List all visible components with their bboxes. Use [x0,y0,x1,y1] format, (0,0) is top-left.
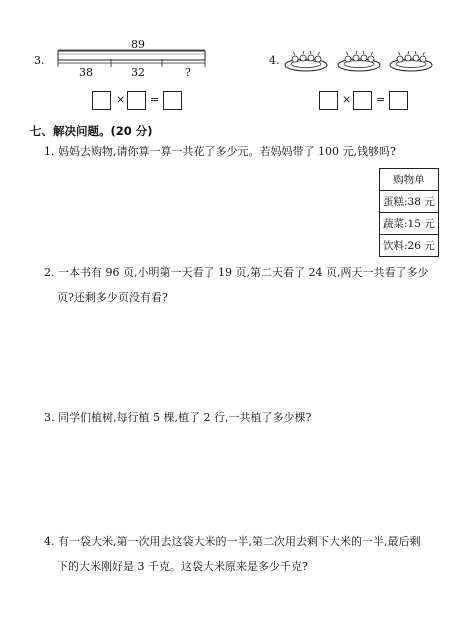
question-4-line-1: 4. 有一袋大米,第一次用去这袋大米的一半,第二次用去剩下大米的一半,最后剩 [44,535,421,548]
p4-times-sign: × [342,93,352,106]
segment-label-2: 32 [131,66,145,79]
fruit-plate-2-icon [336,44,382,74]
shopping-item-cake: 蛋糕:38 元 [380,191,439,213]
p3-equals-sign: = [150,93,160,106]
question-2-line-2: 页?还剩多少页没有看? [57,291,168,304]
shopping-list-table [379,168,439,257]
p3-answer-box-2[interactable] [127,91,146,110]
shopping-item-vegetables: 蔬菜:15 元 [380,213,439,235]
bar [58,51,205,60]
fruit-plate-3-icon [388,44,434,74]
question-2-line-1: 2. 一本书有 96 页,小明第一天看了 19 页,第二天看了 24 页,两天一共看了多少 [44,266,429,279]
p4-answer-box-1[interactable] [319,91,338,110]
question-4-line-2: 下的大米刚好是 3 千克。这袋大米原来是多少千克? [57,560,308,573]
shopping-list-title: 购物单 [393,174,425,186]
p4-equals-sign: = [376,93,386,106]
shopping-item-drinks: 饮料:26 元 [380,235,439,257]
section-title: 七、解决问题。(20 分) [30,124,153,138]
problem-4-number: 4. [269,54,280,67]
segment-label-1: 38 [79,66,93,79]
p3-answer-box-3[interactable] [163,91,182,110]
p4-answer-box-3[interactable] [389,91,408,110]
question-3: 3. 同学们植树,每行植 5 棵,植了 2 行,一共植了多少棵? [44,411,312,424]
segment-label-3: ? [185,66,191,79]
fruit-plate-1-icon [283,44,329,74]
problem-3-number: 3. [34,54,45,67]
p3-times-sign: × [116,93,126,106]
segment-total-label: 89 [131,38,145,51]
p3-answer-box-1[interactable] [92,91,111,110]
question-1: 1. 妈妈去购物,请你算一算一共花了多少元。若妈妈带了 100 元,钱够吗? [44,145,396,158]
p4-answer-box-2[interactable] [353,91,372,110]
